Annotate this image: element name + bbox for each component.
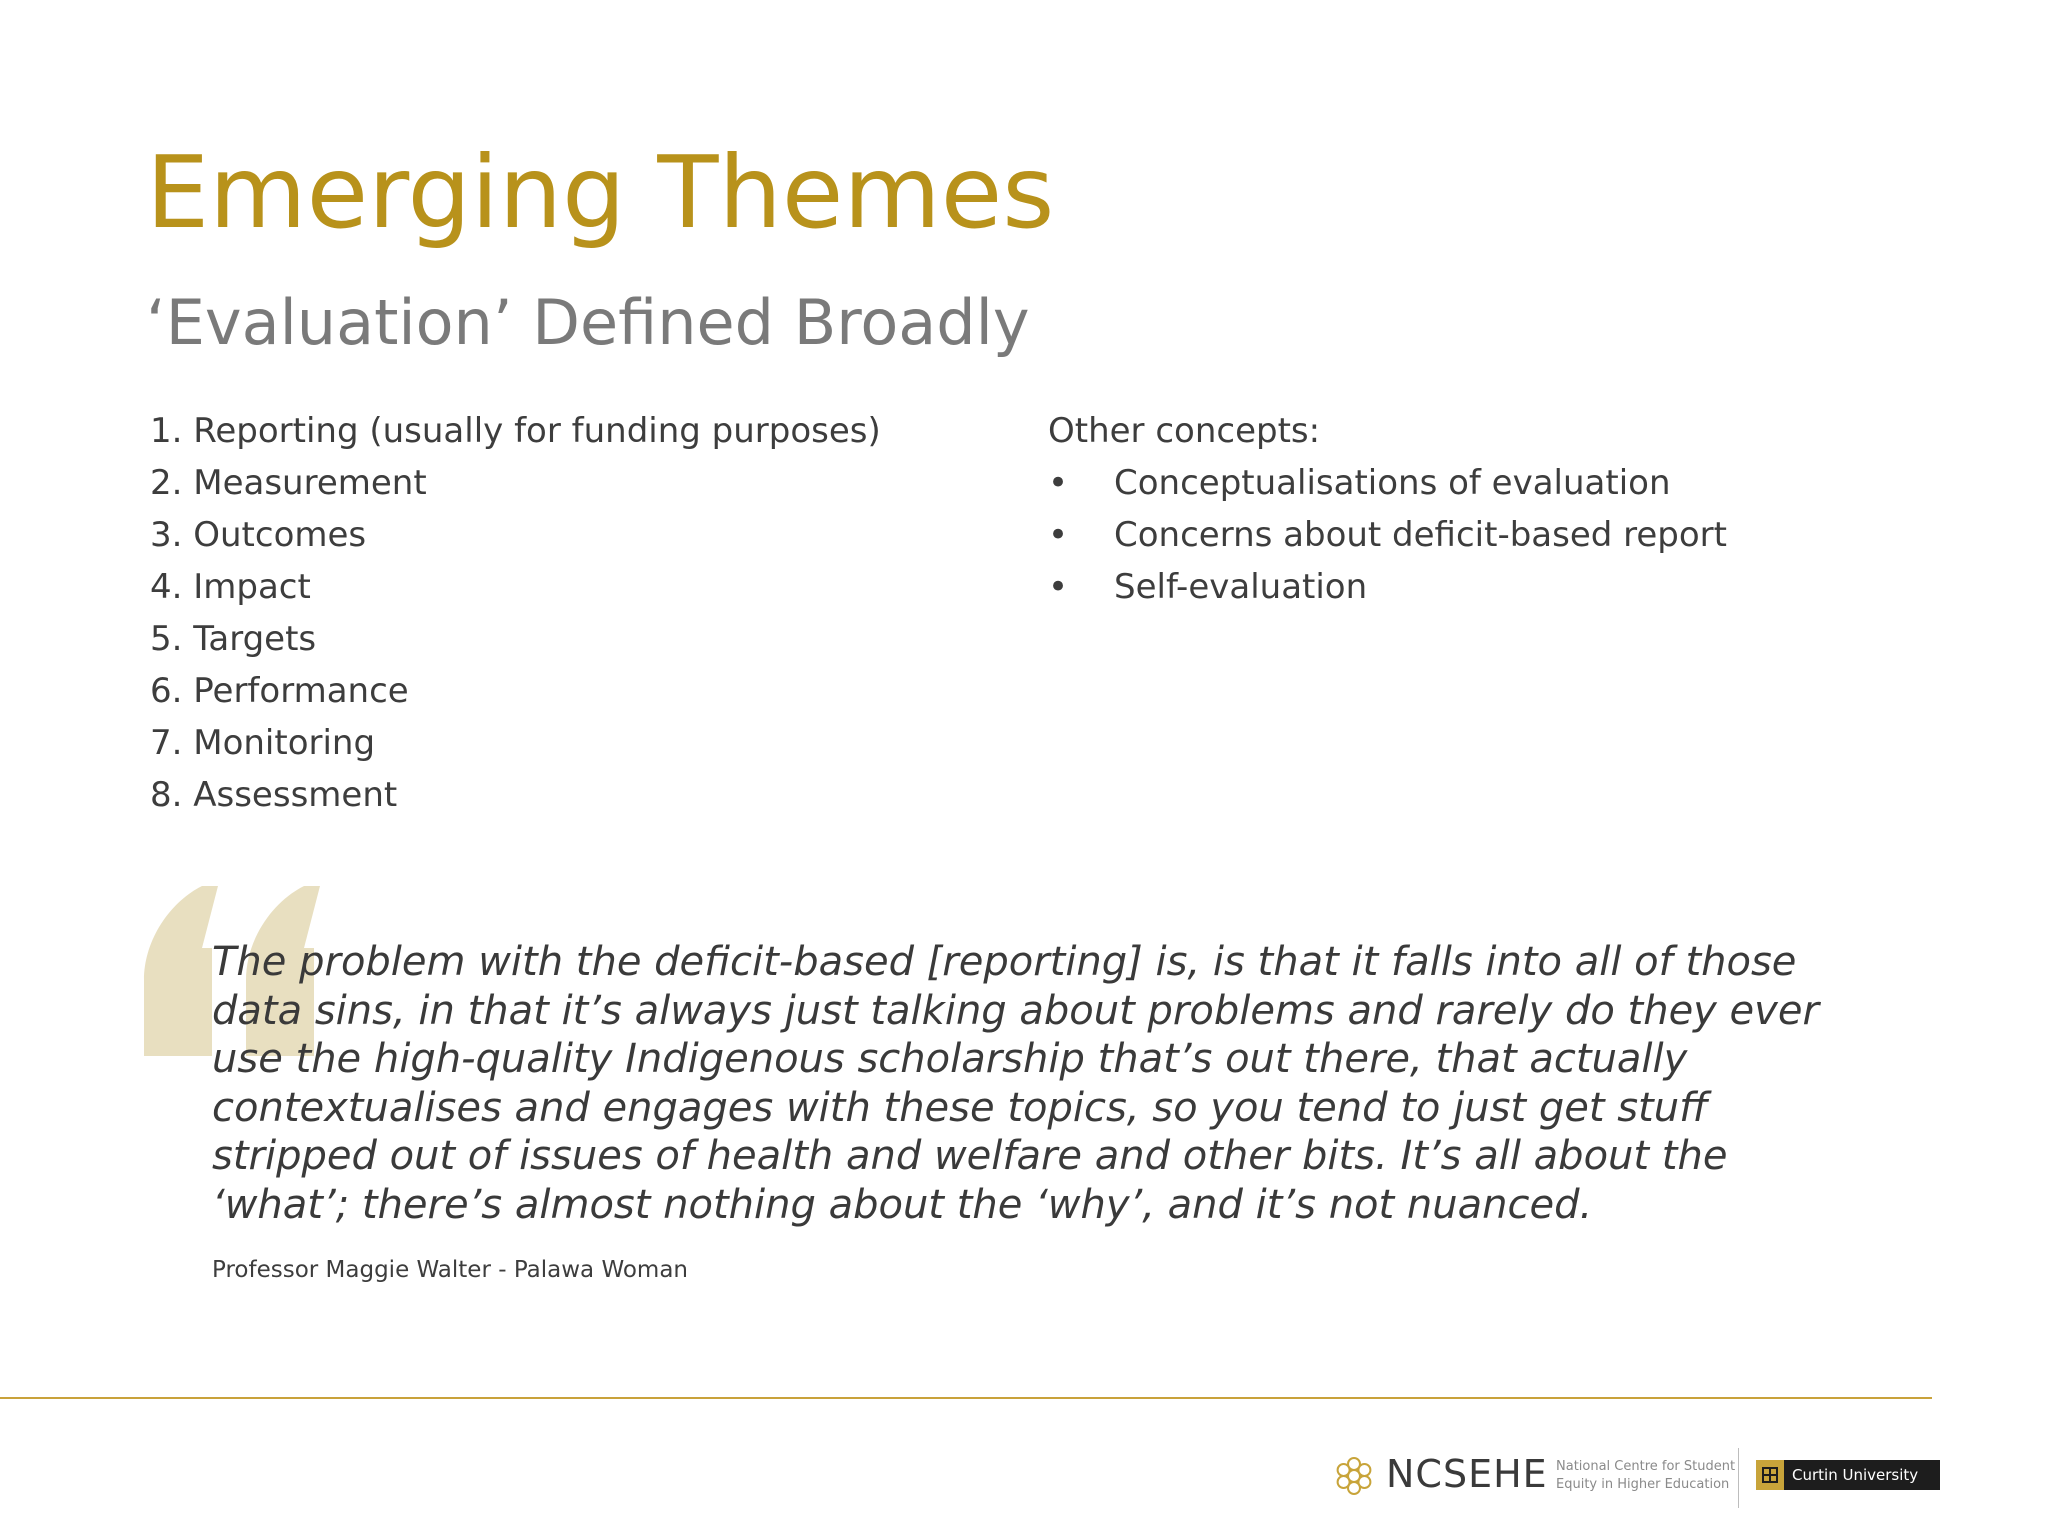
curtin-crest-icon: [1756, 1460, 1784, 1490]
list-item: 4. Impact: [150, 567, 311, 607]
other-concepts-heading: Other concepts:: [1048, 411, 1321, 451]
list-item: [1048, 561, 1727, 613]
bullet: •: [1048, 463, 1069, 503]
bullet: •: [1048, 515, 1069, 555]
list-item-label: Self-evaluation: [1114, 567, 1368, 607]
list-item: [1048, 457, 1727, 509]
footer-logos: [1330, 1448, 1940, 1508]
list-item: 5. Targets: [150, 619, 317, 659]
other-concepts-list: [1048, 457, 1727, 613]
list-item-label: Conceptualisations of evaluation: [1114, 463, 1671, 503]
list-item: 3. Outcomes: [150, 515, 367, 555]
ncsehe-description-line: National Centre for Student: [1556, 1459, 1736, 1474]
ncsehe-logo-text: NCSEHE: [1386, 1452, 1548, 1496]
curtin-logo-text: Curtin University: [1792, 1466, 1919, 1484]
list-item-label: Concerns about deficit-based report: [1114, 515, 1727, 555]
other-concepts: [1048, 405, 1727, 613]
list-item: 1. Reporting (usually for funding purposes): [150, 411, 881, 451]
ncsehe-description-line: Equity in Higher Education: [1556, 1477, 1730, 1492]
curtin-logo: [1756, 1460, 1940, 1490]
list-item: 2. Measurement: [150, 463, 427, 503]
list-item: 7. Monitoring: [150, 723, 376, 763]
quote-author: Professor Maggie Walter - Palawa Woman: [212, 1257, 689, 1283]
slide-subtitle: ‘Evaluation’ Defined Broadly: [146, 286, 1030, 359]
curtin-crest-shape: [1761, 1466, 1779, 1484]
numbered-list: [150, 405, 881, 821]
quote-text: The problem with the deficit-based [reporting] is, is that it falls into all of those data sins, in that it’s always just talking about problems and rarely do they ever use the high-quality Indigenous scholarship that’s out there, that actually contextualises and engages with these topics, so you tend to just get stuff stripped out of issues of health and welfare and other bits. It’s all about the ‘what’; there’s almost nothing about the ‘why’, and it’s not nuanced.: [212, 939, 1819, 1228]
logo-separator: [1738, 1448, 1739, 1508]
list-item: [1048, 509, 1727, 561]
list-item: 8. Assessment: [150, 775, 398, 815]
footer-divider: [0, 1397, 1932, 1399]
bullet: •: [1048, 567, 1069, 607]
list-item: 6. Performance: [150, 671, 409, 711]
ncsehe-emblem-icon: [1330, 1452, 1378, 1500]
ncsehe-description: [1556, 1458, 1735, 1494]
slide-title: Emerging Themes: [146, 134, 1055, 251]
